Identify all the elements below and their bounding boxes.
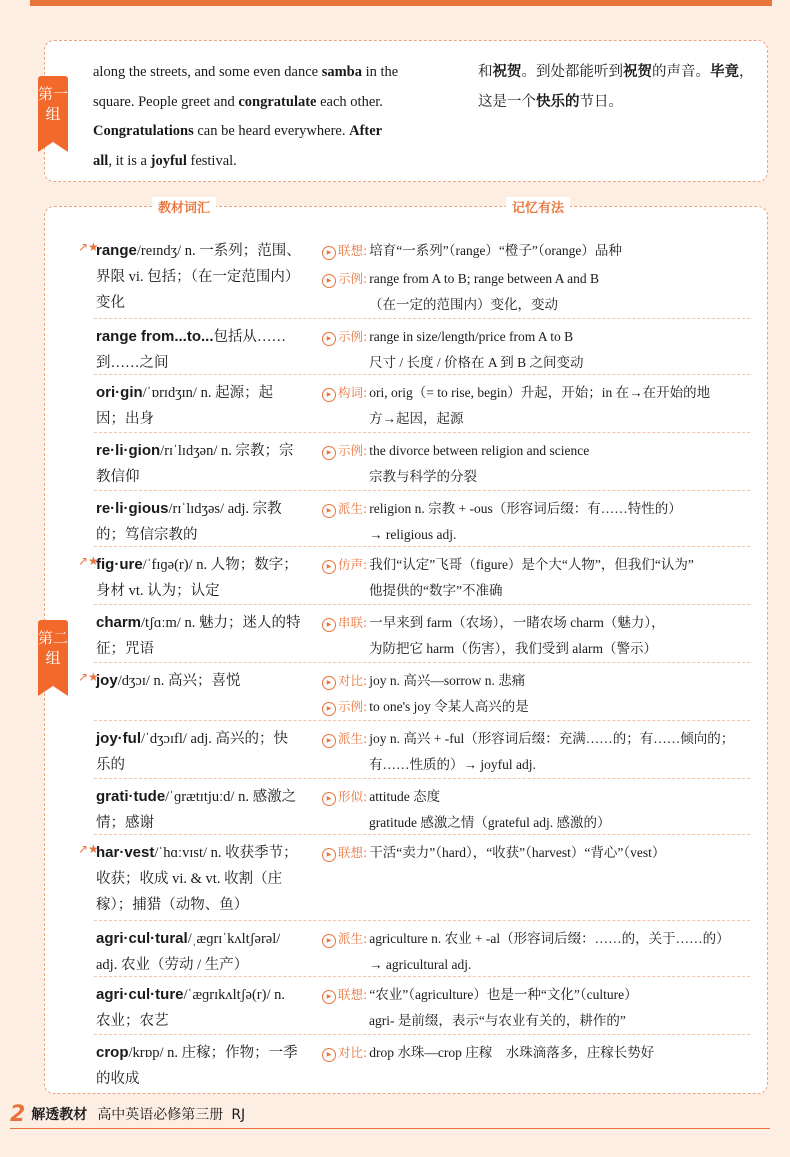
memory-tip-line: gratitude 感激之情（grateful adj. 感激的） — [369, 815, 611, 830]
memory-tip-line: ▶ 联想: 干活“卖力”（hard），“收获”（harvest）“背心”（vest） — [322, 840, 752, 866]
entry-divider — [94, 662, 750, 663]
memory-tip-line: ▶ 联想: 培育“一系列”（range）“橙子”（orange）品种 — [322, 238, 752, 264]
memory-tip — [322, 784, 752, 836]
headword: ori·gin — [96, 384, 143, 401]
memory-tip-line: 他提供的“数字”不准确 — [369, 583, 503, 598]
headword: range — [96, 242, 137, 259]
memory-tip-line: 宗教与科学的分裂 — [369, 469, 477, 484]
entry-divider — [94, 374, 750, 375]
group-two-tag: 第二组 — [38, 620, 68, 686]
memory-tip — [322, 668, 752, 694]
memory-tip-line: ▶ 对比: joy n. 高兴—sorrow n. 悲痛 — [322, 668, 752, 694]
vocab-word — [96, 324, 301, 376]
headword: range from...to... — [96, 328, 214, 345]
definition: /reɪndʒ/ n. 一系列；范围、界限 vi. 包括；（在一定范围内）变化 — [96, 243, 301, 311]
memory-tip — [322, 926, 752, 978]
memory-method-label: ▶ 仿声: — [322, 552, 367, 578]
memory-method-label: ▶ 联想: — [322, 238, 367, 264]
vocab-word — [96, 840, 301, 918]
memory-tip-line: → agricultural adj. — [369, 957, 472, 972]
memory-method-label: ▶ 联想: — [322, 840, 367, 866]
definition: /ˌæɡrɪˈkʌltʃərəl/ adj. 农业（劳动 / 生产） — [96, 931, 281, 973]
headword: agri·cul·tural — [96, 930, 188, 947]
memory-method-label: ▶ 示例: — [322, 694, 367, 720]
memory-method-label: ▶ 对比: — [322, 1040, 367, 1066]
passage-chinese-line: 这是一个快乐的节日。 — [478, 93, 623, 110]
memory-method-label: ▶ 形似: — [322, 784, 367, 810]
memory-tip — [322, 324, 752, 376]
memory-tip-line: ▶ 示例: the divorce between religion and science — [322, 438, 752, 464]
book-title: 高中英语必修第三册 — [97, 1107, 224, 1123]
vocab-word — [96, 380, 301, 432]
memory-tip-line: ▶ 派生: joy n. 高兴 + -ful（形容词后缀：充满……的；有……倾向的； — [322, 726, 752, 752]
memory-tip-line: ▶ 形似: attitude 态度 — [322, 784, 752, 810]
memory-column-header: 记忆有法 — [506, 197, 570, 216]
definition: /ˈɒrɪdʒɪn/ n. 起源；起因；出身 — [96, 385, 274, 427]
vocab-word — [96, 496, 301, 548]
memory-tip-line: ▶ 派生: agriculture n. 农业 + -al（形容词后缀：……的，关于……的） — [322, 926, 752, 952]
memory-method-label: ▶ 串联: — [322, 610, 367, 636]
page-number: 2 — [10, 1102, 26, 1127]
memory-method-label: ▶ 派生: — [322, 496, 367, 522]
memory-tip-line: （在一定的范围内）变化，变动 — [369, 297, 558, 312]
entry-divider — [94, 318, 750, 319]
passage-english-line: all, it is a joyful festival. — [93, 152, 237, 169]
definition: /ˈɡrætɪtjuːd/ n. 感激之情；感谢 — [96, 789, 297, 831]
memory-tip-line: ▶ 示例: range in size/length/price from A to B — [322, 324, 752, 350]
memory-method-label: ▶ 联想: — [322, 982, 367, 1008]
memory-tip — [322, 552, 752, 604]
memory-method-label: ▶ 对比: — [322, 668, 367, 694]
edition-label: RJ — [231, 1107, 246, 1123]
memory-tip — [322, 1040, 752, 1066]
memory-tip — [322, 694, 752, 720]
vocab-word — [96, 238, 301, 316]
memory-method-label: ▶ 派生: — [322, 926, 367, 952]
memory-method-label: ▶ 构词: — [322, 380, 367, 406]
vocab-word — [96, 668, 301, 694]
entry-divider — [94, 1034, 750, 1035]
memory-tip-line: ▶ 串联: 一早来到 farm（农场），一睹农场 charm（魅力）， — [322, 610, 752, 636]
memory-tip-line: ▶ 联想: “农业”（agriculture）也是一种“文化”（culture） — [322, 982, 752, 1008]
definition: 包括从……到……之间 — [96, 329, 287, 371]
memory-tip-line: agri- 是前缀，表示“与农业有关的，耕作的” — [369, 1013, 626, 1028]
passage-english — [93, 58, 431, 176]
passage-english-line: Congratulations can be heard everywhere. After — [93, 123, 383, 139]
entry-divider — [94, 546, 750, 547]
headword: charm — [96, 614, 142, 631]
headword: har·vest — [96, 844, 155, 861]
headword: crop — [96, 1044, 129, 1061]
vocab-word — [96, 1040, 301, 1092]
key-star-icon: ↗★ — [78, 240, 99, 254]
definition: /rɪˈlɪdʒən/ n. 宗教；宗教信仰 — [96, 443, 294, 485]
headword: fig·ure — [96, 556, 143, 573]
memory-tip — [322, 238, 752, 264]
vocab-column-header: 教材词汇 — [152, 197, 216, 216]
memory-tip — [322, 982, 752, 1034]
entry-divider — [94, 778, 750, 779]
vocab-word — [96, 982, 301, 1034]
passage-chinese-line: 和祝贺。到处都能听到祝贺的声音。毕竟， — [478, 64, 754, 80]
page-footer — [10, 1102, 245, 1127]
entry-divider — [94, 834, 750, 835]
entry-divider — [94, 490, 750, 491]
vocab-word — [96, 438, 301, 490]
memory-tip-line: ▶ 示例: range from A to B; range between A and B — [322, 266, 752, 292]
memory-tip-line: 尺寸 / 长度 / 价格在 A 到 B 之间变动 — [369, 355, 584, 370]
headword: grati·tude — [96, 788, 166, 805]
memory-tip-line: ▶ 对比: drop 水珠—crop 庄稼 水珠滴落多，庄稼长势好 — [322, 1040, 752, 1066]
memory-tip-line: ▶ 构词: ori, orig（= to rise, begin）升起，开始；in 在→在开始的地 — [322, 380, 752, 406]
memory-tip — [322, 380, 752, 432]
memory-tip-line: ▶ 派生: religion n. 宗教 + -ous（形容词后缀：有……特性的） — [322, 496, 752, 522]
headword: re·li·gion — [96, 442, 161, 459]
group-one-tag: 第一组 — [38, 76, 68, 142]
key-star-icon: ↗★ — [78, 842, 99, 856]
vocab-word — [96, 784, 301, 836]
vocab-word — [96, 926, 301, 978]
memory-tip — [322, 726, 752, 778]
series-title: 解透教材 — [31, 1107, 88, 1123]
passage-english-line: square. People greet and congratulate each other. — [93, 93, 383, 110]
vocab-word — [96, 726, 301, 778]
memory-tip-line: → religious adj. — [369, 527, 457, 542]
memory-tip-line: 方→起因，起源 — [369, 411, 464, 426]
top-accent-bar — [30, 0, 772, 6]
definition: /rɪˈlɪdʒəs/ adj. 宗教的；笃信宗教的 — [96, 501, 282, 543]
memory-tip-line: ▶ 仿声: 我们“认定”飞哥（figure）是个大“人物”，但我们“认为” — [322, 552, 752, 578]
entry-divider — [94, 432, 750, 433]
entry-divider — [94, 920, 750, 921]
vocab-word — [96, 610, 301, 662]
entry-divider — [94, 976, 750, 977]
definition: /krɒp/ n. 庄稼；作物；一季的收成 — [96, 1045, 298, 1087]
definition: /ˈdʒɔɪfl/ adj. 高兴的；快乐的 — [96, 731, 288, 773]
definition: /ˈfɪɡə(r)/ n. 人物；数字；身材 vt. 认为；认定 — [96, 557, 298, 599]
memory-tip — [322, 266, 752, 318]
vocab-word — [96, 552, 301, 604]
entry-divider — [94, 604, 750, 605]
memory-tip-line: 有……性质的）→ joyful adj. — [369, 757, 536, 772]
bottom-rule — [10, 1128, 770, 1129]
memory-tip — [322, 840, 752, 866]
memory-method-label: ▶ 示例: — [322, 438, 367, 464]
memory-method-label: ▶ 派生: — [322, 726, 367, 752]
memory-tip-line: 为防把它 harm（伤害），我们受到 alarm（警示） — [369, 641, 657, 656]
headword: re·li·gious — [96, 500, 169, 517]
passage-english-line: along the streets, and some even dance samba in the — [93, 64, 399, 80]
key-star-icon: ↗★ — [78, 554, 99, 568]
definition: /tʃɑːm/ n. 魅力；迷人的特征；咒语 — [96, 615, 301, 657]
memory-tip-line: ▶ 示例: to one's joy 令某人高兴的是 — [322, 694, 752, 720]
definition: /ˈhɑːvɪst/ n. 收获季节；收获；收成 vi. & vt. 收割（庄稼）；捕猎（动物、鱼） — [96, 845, 298, 913]
definition: /dʒɔɪ/ n. 高兴；喜悦 — [117, 673, 241, 689]
memory-tip — [322, 610, 752, 662]
passage-chinese — [478, 58, 758, 117]
headword: joy·ful — [96, 730, 141, 747]
key-star-icon: ↗★ — [78, 670, 99, 684]
headword: agri·cul·ture — [96, 986, 184, 1003]
memory-tip — [322, 438, 752, 490]
definition: /ˈæɡrɪkʌltʃə(r)/ n. 农业；农艺 — [96, 987, 285, 1029]
headword: joy — [96, 672, 118, 689]
entry-divider — [94, 720, 750, 721]
memory-tip — [322, 496, 752, 548]
memory-method-label: ▶ 示例: — [322, 324, 367, 350]
memory-method-label: ▶ 示例: — [322, 266, 367, 292]
